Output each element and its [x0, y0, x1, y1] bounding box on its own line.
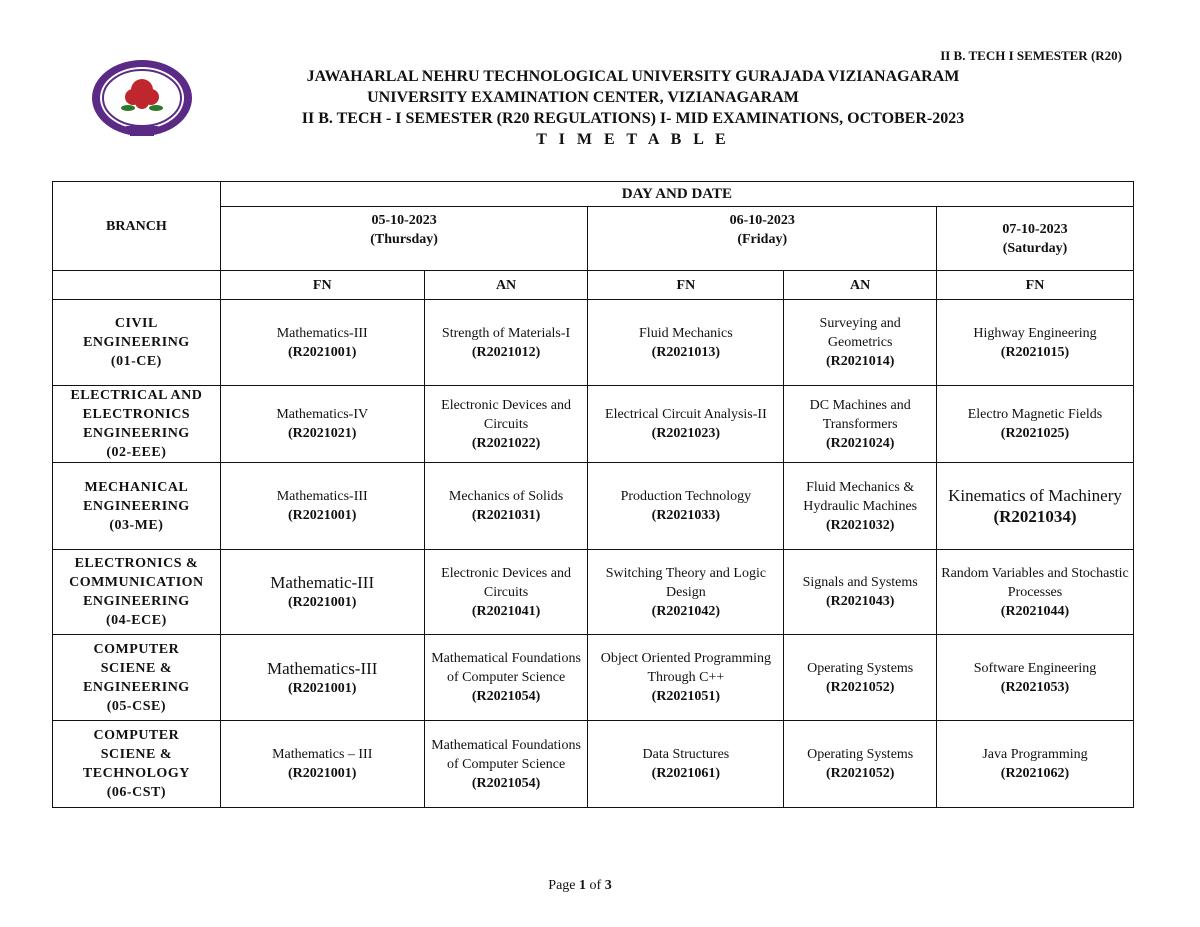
subject-code: (R2021001) — [288, 344, 357, 360]
branch-cell — [53, 721, 221, 808]
day-header — [220, 207, 588, 271]
branch-cell — [53, 386, 221, 463]
subject-code: (R2021024) — [825, 435, 895, 451]
branch-line: ELECTRONICS & — [74, 556, 199, 571]
subject-cell — [937, 463, 1134, 550]
day-date: 06-10-2023 — [729, 212, 795, 228]
subject-cell — [220, 550, 424, 635]
subject-code: (R2021054) — [471, 775, 541, 791]
branch-line: ENGINEERING — [83, 426, 190, 441]
subject-name: Strength of Materials-I — [441, 325, 571, 341]
subject-code: (R2021044) — [1000, 603, 1070, 619]
session-header: AN — [424, 271, 588, 300]
branch-line: CIVIL — [114, 316, 158, 331]
branch-line: ENGINEERING — [83, 498, 190, 514]
subject-cell — [424, 386, 588, 463]
subject-cell — [220, 386, 424, 463]
session-header: FN — [220, 271, 424, 300]
subject-cell — [588, 550, 784, 635]
subject-code: (R2021001) — [288, 680, 357, 696]
exam-center: UNIVERSITY EXAMINATION CENTER, VIZIANAGARAM — [367, 89, 799, 106]
branch-line: (01-CE) — [110, 354, 162, 369]
subject-name: Switching Theory and Logic Design — [605, 565, 767, 600]
subject-name: Operating Systems — [807, 660, 914, 676]
subject-code: (R2021033) — [651, 508, 721, 523]
branch-line: MECHANICAL — [84, 479, 189, 495]
branch-line: ELECTRICAL AND — [70, 388, 203, 403]
subject-name: Mathematics-III — [276, 489, 368, 504]
subject-code: (R2021062) — [1000, 766, 1070, 781]
subject-code: (R2021054) — [471, 689, 541, 704]
session-header: FN — [588, 271, 784, 300]
subject-name: DC Machines and Transformers — [809, 397, 911, 432]
subject-name: Highway Engineering — [973, 325, 1097, 341]
subject-cell — [424, 550, 588, 635]
exam-title: II B. TECH - I SEMESTER (R20 REGULATIONS) I- MID EXAMINATIONS, OCTOBER-2023 — [301, 110, 965, 127]
subject-name: Fluid Mechanics & Hydraulic Machines — [803, 479, 918, 514]
subject-name: Java Programming — [982, 747, 1088, 762]
subject-code: (R2021022) — [471, 435, 541, 451]
subject-code: (R2021061) — [651, 766, 721, 781]
table-row — [53, 300, 1134, 386]
branch-line: (06-CST) — [106, 785, 166, 800]
subject-name: Mechanics of Solids — [448, 489, 564, 504]
subject-code: (R2021023) — [651, 426, 721, 441]
subject-cell — [424, 300, 588, 386]
branch-cell — [53, 463, 221, 550]
subject-cell — [588, 300, 784, 386]
branch-line: ENGINEERING — [83, 679, 190, 695]
subject-code: (R2021032) — [825, 517, 895, 533]
branch-line: TECHNOLOGY — [82, 766, 190, 781]
day-name: (Saturday) — [1002, 240, 1068, 256]
day-date: 05-10-2023 — [371, 212, 437, 228]
session-header: AN — [784, 271, 937, 300]
day-and-date-header: DAY AND DATE — [220, 182, 1133, 207]
subject-code: (R2021034) — [993, 507, 1077, 526]
page-of: of — [586, 878, 605, 893]
table-row — [53, 463, 1134, 550]
subject-cell — [937, 721, 1134, 808]
subject-name: Data Structures — [642, 747, 730, 762]
subject-cell — [937, 550, 1134, 635]
subject-name: Operating Systems — [807, 747, 914, 762]
subject-name: Mathematics – III — [272, 747, 373, 762]
branch-line: (04-ECE) — [105, 613, 167, 628]
subject-code: (R2021042) — [651, 603, 721, 619]
subject-code: (R2021051) — [651, 689, 721, 704]
branch-cell — [53, 300, 221, 386]
subject-code: (R2021043) — [825, 594, 895, 609]
subject-cell — [588, 721, 784, 808]
subject-code: (R2021012) — [471, 344, 541, 360]
subject-cell — [424, 463, 588, 550]
subject-name: Mathematics-III — [276, 325, 368, 341]
university-name: JAWAHARLAL NEHRU TECHNOLOGICAL UNIVERSITY GURAJADA VIZIANAGARAM — [306, 68, 960, 85]
subject-cell — [784, 635, 937, 721]
subject-name: Mathematics-IV — [276, 407, 369, 422]
branch-line: (05-CSE) — [106, 698, 166, 714]
subject-cell — [784, 300, 937, 386]
subject-name: Surveying and Geometrics — [819, 316, 901, 350]
day-name: (Thursday) — [370, 231, 438, 247]
branch-line: (03-ME) — [109, 517, 164, 533]
branch-line: COMPUTER — [93, 641, 180, 657]
subject-cell — [784, 721, 937, 808]
subject-name: Electronic Devices and Circuits — [441, 397, 571, 432]
day-name: (Friday) — [737, 231, 788, 247]
subject-cell — [588, 635, 784, 721]
subject-cell — [784, 463, 937, 550]
timetable-heading: T I M E T A B L E — [536, 131, 730, 148]
subject-code: (R2021015) — [1000, 344, 1070, 360]
subject-code: (R2021021) — [288, 426, 357, 441]
subject-name: Fluid Mechanics — [639, 325, 733, 341]
subject-name: Production Technology — [620, 489, 752, 504]
subject-code: (R2021025) — [1000, 426, 1070, 441]
total-pages: 3 — [604, 878, 612, 893]
session-header: FN — [937, 271, 1134, 300]
day-header — [937, 207, 1134, 271]
branch-line: COMMUNICATION — [69, 575, 204, 590]
subject-name: Mathematic-III — [270, 573, 375, 592]
subject-name: Electrical Circuit Analysis-II — [605, 407, 767, 422]
table-row — [53, 386, 1134, 463]
timetable — [52, 181, 1134, 808]
document-header — [0, 66, 1200, 150]
semester-tag: II B. TECH I SEMESTER (R20) — [940, 48, 1122, 63]
subject-code: (R2021001) — [288, 508, 357, 523]
subject-cell — [937, 300, 1134, 386]
empty-cell — [53, 271, 221, 300]
subject-name: Signals and Systems — [802, 575, 918, 590]
page-number — [0, 878, 1160, 894]
subject-code: (R2021001) — [288, 595, 357, 610]
subject-code: (R2021031) — [471, 508, 541, 523]
branch-line: ENGINEERING — [83, 594, 190, 609]
subject-code: (R2021041) — [471, 603, 541, 619]
subject-cell — [220, 635, 424, 721]
table-row — [53, 550, 1134, 635]
subject-code: (R2021014) — [825, 354, 895, 369]
subject-code: (R2021052) — [825, 679, 895, 695]
subject-name: Kinematics of Machinery — [948, 486, 1122, 505]
subject-name: Object Oriented Programming Through C++ — [600, 651, 772, 685]
subject-cell — [588, 386, 784, 463]
current-page: 1 — [579, 878, 587, 893]
subject-cell — [220, 300, 424, 386]
day-date: 07-10-2023 — [1002, 221, 1068, 237]
subject-code: (R2021001) — [288, 766, 357, 781]
page-prefix: Page — [548, 878, 580, 893]
table-row — [53, 721, 1134, 808]
subject-name: Random Variables and Stochastic Processes — [941, 565, 1129, 600]
subject-code: (R2021053) — [1000, 679, 1070, 695]
subject-code: (R2021013) — [651, 344, 721, 360]
branch-line: (02-EEE) — [106, 445, 167, 460]
branch-cell — [53, 635, 221, 721]
branch-line: COMPUTER — [93, 728, 180, 743]
branch-header: BRANCH — [53, 182, 221, 271]
branch-line: SCIENE & — [100, 747, 173, 762]
subject-cell — [784, 550, 937, 635]
subject-name: Software Engineering — [973, 660, 1097, 676]
branch-cell — [53, 550, 221, 635]
subject-cell — [424, 635, 588, 721]
day-header — [588, 207, 937, 271]
subject-cell — [220, 463, 424, 550]
subject-cell — [937, 386, 1134, 463]
subject-name: Electro Magnetic Fields — [967, 407, 1103, 422]
subject-cell — [937, 635, 1134, 721]
subject-cell — [424, 721, 588, 808]
branch-line: ENGINEERING — [83, 335, 190, 350]
subject-cell — [220, 721, 424, 808]
subject-code: (R2021052) — [825, 766, 895, 781]
subject-cell — [588, 463, 784, 550]
table-row — [53, 635, 1134, 721]
subject-name: Mathematics-III — [267, 658, 378, 678]
branch-line: SCIENE & — [100, 660, 173, 676]
subject-name: Mathematical Foundations of Computer Science — [431, 737, 581, 772]
subject-cell — [784, 386, 937, 463]
branch-line: ELECTRONICS — [82, 407, 191, 422]
subject-name: Electronic Devices and Circuits — [441, 565, 571, 600]
subject-name: Mathematical Foundations of Computer Science — [431, 651, 581, 685]
